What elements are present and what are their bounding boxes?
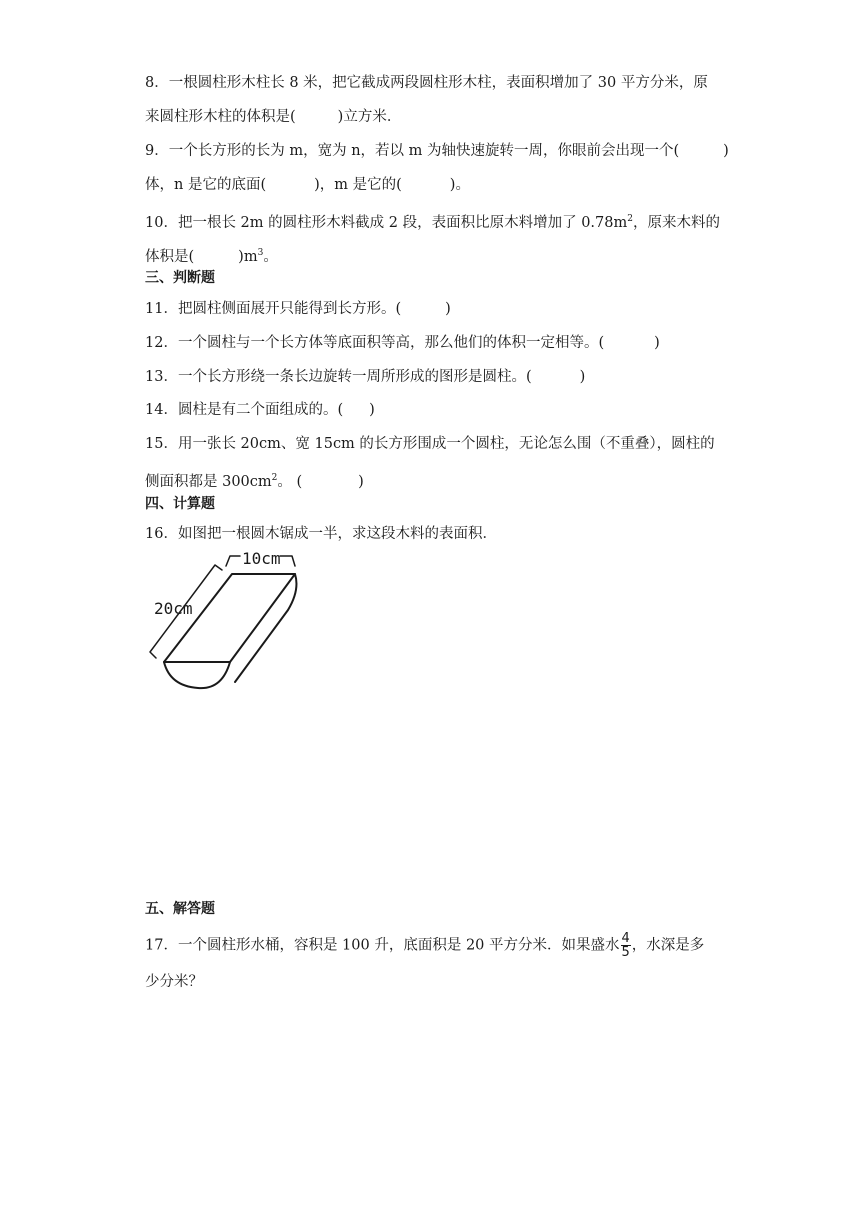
q17-text-b: ，水深是多 <box>631 937 705 954</box>
q8-text-b: )立方米． <box>337 109 402 125</box>
q10-sup-2: 2 <box>627 214 633 224</box>
q10-text-c: 体积是( <box>145 249 195 265</box>
q15-text-b: 。 ( <box>277 474 303 490</box>
figure-length-label: 20cm <box>154 599 193 618</box>
section-4-heading: 四、计算题 <box>145 496 215 512</box>
q11 <box>145 299 451 319</box>
figure-width-label: 10cm <box>242 549 281 568</box>
q13-close: ) <box>579 369 586 385</box>
q10-text-a: 10．把一根长 2m 的圆柱形木料截成 2 段，表面积比原木料增加了 0.78m <box>145 215 628 231</box>
q14 <box>145 400 375 420</box>
q14-text: 14．圆柱是有二个面组成的。( <box>145 402 344 418</box>
q15-text-a: 侧面积都是 300cm <box>145 474 272 490</box>
q10-text-d: )m <box>238 249 258 265</box>
figure-front-arc <box>164 662 230 688</box>
q17-text-a: 17．一个圆柱形水桶，容积是 100 升，底面积是 20 平方分米．如果盛水 <box>145 937 620 954</box>
q17-line2: 少分米？ <box>145 974 203 990</box>
q11-close: ) <box>445 301 451 317</box>
q17-fraction <box>621 932 631 959</box>
section-3-heading: 三、判断题 <box>145 270 215 286</box>
q14-close: ) <box>369 402 375 418</box>
q12 <box>145 333 660 353</box>
q8-line2 <box>145 107 401 127</box>
q15-text-c: ) <box>358 474 364 490</box>
q10-text-e: 。 <box>263 249 278 265</box>
q12-text: 12．一个圆柱与一个长方体等底面积等高，那么他们的体积一定相等。( <box>145 335 605 351</box>
q17-line1 <box>145 932 704 959</box>
figure-top-face <box>164 574 295 662</box>
q15-line1: 15．用一张长 20cm、宽 15cm 的长方形围成一个圆柱，无论怎么围（不重叠），圆柱的 <box>145 436 715 452</box>
q16-text: 16．如图把一根圆木锯成一半，求这段木料的表面积． <box>145 526 497 542</box>
section-5-heading: 五、解答题 <box>145 901 215 917</box>
q9-line1 <box>145 141 729 161</box>
q13 <box>145 367 585 387</box>
q11-text: 11．把圆柱侧面展开只能得到长方形。( <box>145 301 402 317</box>
q10-line1 <box>145 209 720 233</box>
half-log-figure <box>140 540 310 690</box>
q17-fraction-denominator: 5 <box>621 945 630 960</box>
q13-text: 13．一个长方形绕一条长边旋转一周所形成的图形是圆柱。( <box>145 369 532 385</box>
q10-sup-3: 3 <box>257 248 264 258</box>
q9-text-d: )，m 是它的( <box>314 177 402 193</box>
q10-text-b: ，原来木料的 <box>632 215 720 231</box>
q9-text-a: 9．一个长方形的长为 m，宽为 n，若以 m 为轴快速旋转一周，你眼前会出现一个( <box>145 143 680 159</box>
q9-text-c: 体，n 是它的底面( <box>145 177 267 193</box>
q17-fraction-numerator: 4 <box>621 931 630 946</box>
q10-line2 <box>145 243 278 267</box>
q12-close: ) <box>654 335 660 351</box>
figure-right-side <box>235 574 296 682</box>
q9-text-b: ) <box>723 143 729 159</box>
q15-line2 <box>145 468 364 492</box>
q8-line1: 8．一根圆柱形木柱长 8 米，把它截成两段圆柱形木柱，表面积增加了 30 平方分米，原 <box>145 75 708 91</box>
q9-text-e: )。 <box>449 177 470 193</box>
q8-text-a: 来圆柱形木柱的体积是( <box>145 109 296 125</box>
q15-sup-2: 2 <box>271 473 278 483</box>
q9-line2 <box>145 175 470 195</box>
